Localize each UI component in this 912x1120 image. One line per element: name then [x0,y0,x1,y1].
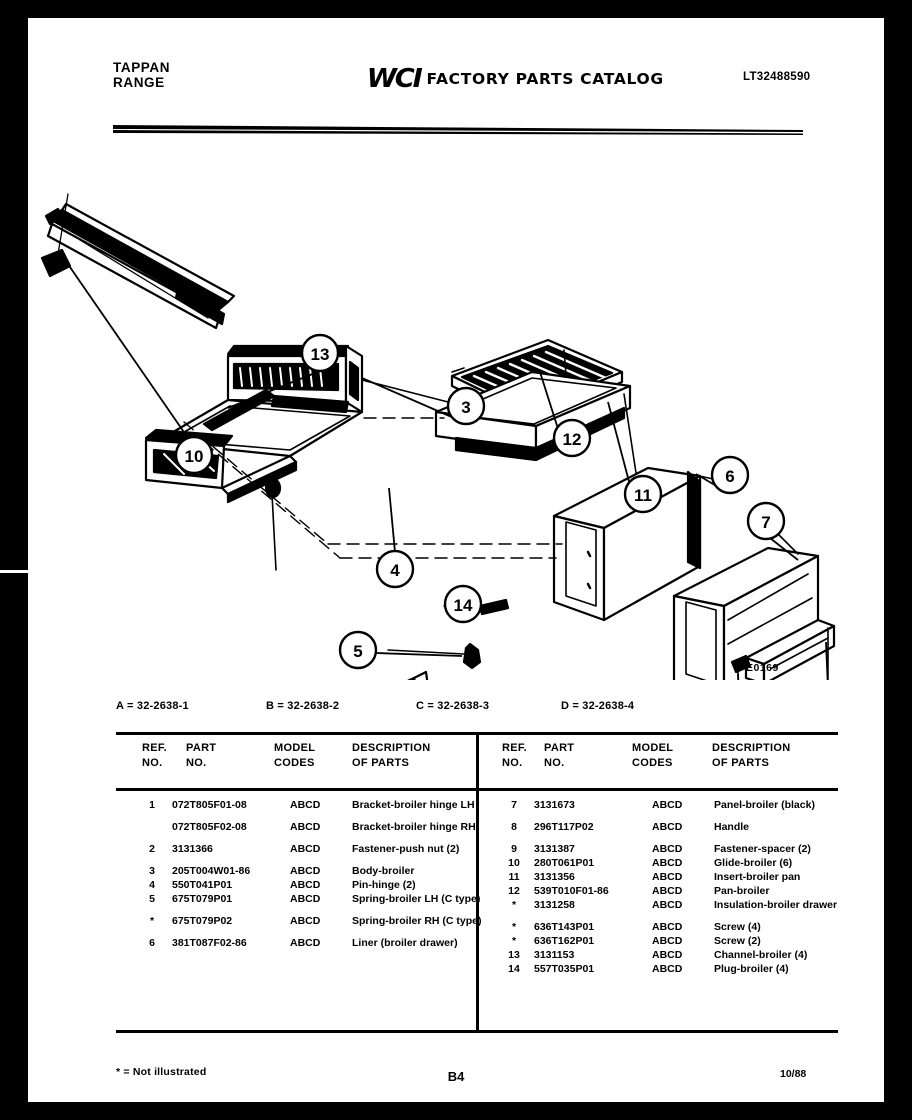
table-row [132,798,475,812]
cell-description: Insulation-broiler drawer [714,899,838,911]
cell-model-codes: ABCD [652,857,683,869]
col-header-part-right: PART NO. [544,742,575,769]
cell-model-codes: ABCD [290,799,321,811]
cell-description: Fastener-spacer (2) [714,843,811,855]
cell-ref-no: 12 [508,885,520,897]
header-divider-rule [113,123,803,135]
row-spacer [132,950,472,958]
catalog-title-block [368,66,664,92]
cell-part-no: 550T041P01 [172,879,233,891]
table-row [494,948,838,962]
col-header-desc-left: DESCRIPTION OF PARTS [352,742,431,769]
col-header-codes-right: MODEL CODES [632,742,674,769]
callout-label-12: 12 [562,430,582,449]
row-spacer [132,906,472,914]
cell-part-no: 636T143P01 [534,921,595,933]
catalog-number: LT32488590 [743,71,811,83]
cell-description: Insert-broiler pan [714,871,801,883]
cell-ref-no: 10 [508,857,520,869]
cell-part-no: 3131153 [534,949,575,961]
table-row [494,898,838,912]
row-spacer [494,812,838,820]
part-1-bracket-broiler-hinge [362,672,478,680]
wci-logo: WCI [366,64,421,94]
callout-label-5: 5 [353,642,363,661]
row-spacer [132,856,472,864]
cell-model-codes: ABCD [290,937,321,949]
cell-part-no: 3131673 [534,799,575,811]
cell-description: Glide-broiler (6) [714,857,793,869]
callout-label-3: 3 [461,398,471,417]
cell-part-no: 539T010F01-86 [534,885,609,897]
cell-model-codes: ABCD [652,899,683,911]
callout-6 [696,457,748,493]
cell-model-codes: ABCD [652,821,683,833]
exploded-parts-diagram [28,150,884,680]
table-row [132,878,472,892]
cell-part-no: 296T117P02 [534,821,594,833]
cell-ref-no: 1 [149,799,155,811]
legend-item-d: D = 32-2638-4 [561,700,635,712]
table-row [494,798,838,812]
col-header-part-left: PART NO. [186,742,217,769]
row-spacer [494,912,838,920]
row-spacer [494,834,838,842]
cell-part-no: 675T079P01 [172,893,233,905]
catalog-page [28,18,884,1102]
footnote-not-illustrated: * = Not illustrated [116,1066,207,1078]
cell-description: Liner (broiler drawer) [352,937,458,949]
part-13-channel-broiler [46,204,234,328]
catalog-title: FACTORY PARTS CATALOG [426,70,664,88]
drawing-reference: E0169 [746,662,779,674]
cell-part-no: 280T061P01 [534,857,595,869]
table-row [132,936,472,950]
cell-part-no: 072T805F02-08 [172,821,247,833]
cell-model-codes: ABCD [652,963,683,975]
part-4-pin-hinge [266,479,280,570]
cell-description: Bracket-broiler hinge LH [352,799,475,811]
cell-model-codes: ABCD [290,915,321,927]
cell-ref-no: 9 [511,843,517,855]
page-number: B4 [447,1069,465,1084]
table-row [494,884,838,898]
cell-part-no: 3131258 [534,899,575,911]
cell-ref-no: * [511,899,517,911]
cell-description: Screw (4) [714,921,761,933]
callout-label-7: 7 [761,513,771,532]
row-spacer [132,812,472,820]
cell-part-no: 381T087F02-86 [172,937,247,949]
parts-table [116,732,838,1032]
cell-description: Screw (2) [714,935,761,947]
cell-part-no: 072T805F01-08 [172,799,247,811]
callout-4 [377,488,413,587]
brand-line-1: TAPPAN [113,60,171,75]
cell-ref-no: 8 [511,821,517,833]
cell-ref-no: 7 [511,799,517,811]
col-header-ref-right: REF. NO. [502,742,528,769]
table-row [494,842,838,856]
row-spacer [132,834,472,842]
callout-label-6: 6 [725,467,735,486]
cell-model-codes: ABCD [652,871,683,883]
table-row [494,856,838,870]
table-row [132,820,476,834]
cell-ref-no: 5 [149,893,155,905]
cell-ref-no: * [511,921,517,933]
cell-part-no: 3131387 [534,843,575,855]
cell-description: Bracket-broiler hinge RH [352,821,476,833]
legend-item-c: C = 32-2638-3 [416,700,490,712]
cell-part-no: 3131356 [534,871,575,883]
brand-name [113,60,170,90]
cell-description: Body-broiler [352,865,415,877]
table-row [132,892,481,906]
cell-ref-no: * [149,915,155,927]
callout-label-4: 4 [390,561,400,580]
cell-description: Pan-broiler [714,885,770,897]
cell-description: Fastener-push nut (2) [352,843,460,855]
cell-ref-no: 6 [149,937,155,949]
col-header-ref-left: REF. NO. [142,742,168,769]
legend-item-b: B = 32-2638-2 [266,700,340,712]
cell-description: Panel-broiler (black) [714,799,815,811]
cell-model-codes: ABCD [652,843,683,855]
callout-label-13: 13 [310,345,330,364]
cell-model-codes: ABCD [652,949,683,961]
table-row [494,934,838,948]
cell-model-codes: ABCD [652,935,683,947]
cell-part-no: 205T004W01-86 [172,865,251,877]
table-row [494,962,838,976]
cell-model-codes: ABCD [290,821,321,833]
cell-ref-no: 11 [508,871,520,883]
table-row [494,920,838,934]
brand-line-2: RANGE [113,75,165,90]
cell-description: Pin-hinge (2) [352,879,416,891]
cell-description: Spring-broiler LH (C type) [352,893,481,905]
cell-ref-no: * [511,935,517,947]
table-row [132,914,482,928]
part-3-body-broiler [146,346,448,502]
cell-ref-no: 13 [508,949,520,961]
page-edge-tick [0,570,28,573]
cell-part-no: 557T035P01 [534,963,595,975]
table-row [132,864,472,878]
cell-description: Spring-broiler RH (C type) [352,915,482,927]
callout-label-10: 10 [184,447,204,466]
cell-part-no: 3131366 [172,843,213,855]
callout-14 [445,586,481,622]
cell-model-codes: ABCD [290,893,321,905]
cell-description: Channel-broiler (4) [714,949,808,961]
cell-description: Handle [714,821,750,833]
col-header-codes-left: MODEL CODES [274,742,316,769]
cell-ref-no: 2 [149,843,155,855]
table-row [132,842,472,856]
cell-ref-no: 3 [149,865,155,877]
cell-part-no: 675T079P02 [172,915,233,927]
table-row [494,820,838,834]
cell-ref-no: 4 [149,879,155,891]
page-header [28,18,884,136]
parts-rows-left [132,798,482,958]
cell-model-codes: ABCD [652,885,683,897]
legend-item-a: A = 32-2638-1 [116,700,189,712]
cell-model-codes: ABCD [652,921,683,933]
cell-model-codes: ABCD [652,799,683,811]
row-spacer [132,928,472,936]
callout-label-11: 11 [634,486,652,505]
cell-ref-no: 14 [508,963,520,975]
callout-label-14: 14 [453,596,473,615]
table-row [494,870,838,884]
cell-ref-no [132,820,172,834]
cell-description: Plug-broiler (4) [714,963,789,975]
cell-model-codes: ABCD [290,865,321,877]
col-header-desc-right: DESCRIPTION OF PARTS [712,742,791,769]
print-date: 10/88 [780,1068,807,1080]
parts-rows-right [494,798,838,976]
cell-part-no: 636T162P01 [534,935,595,947]
cell-model-codes: ABCD [290,843,321,855]
part-5-spring-broiler [388,644,480,668]
cell-model-codes: ABCD [290,879,321,891]
